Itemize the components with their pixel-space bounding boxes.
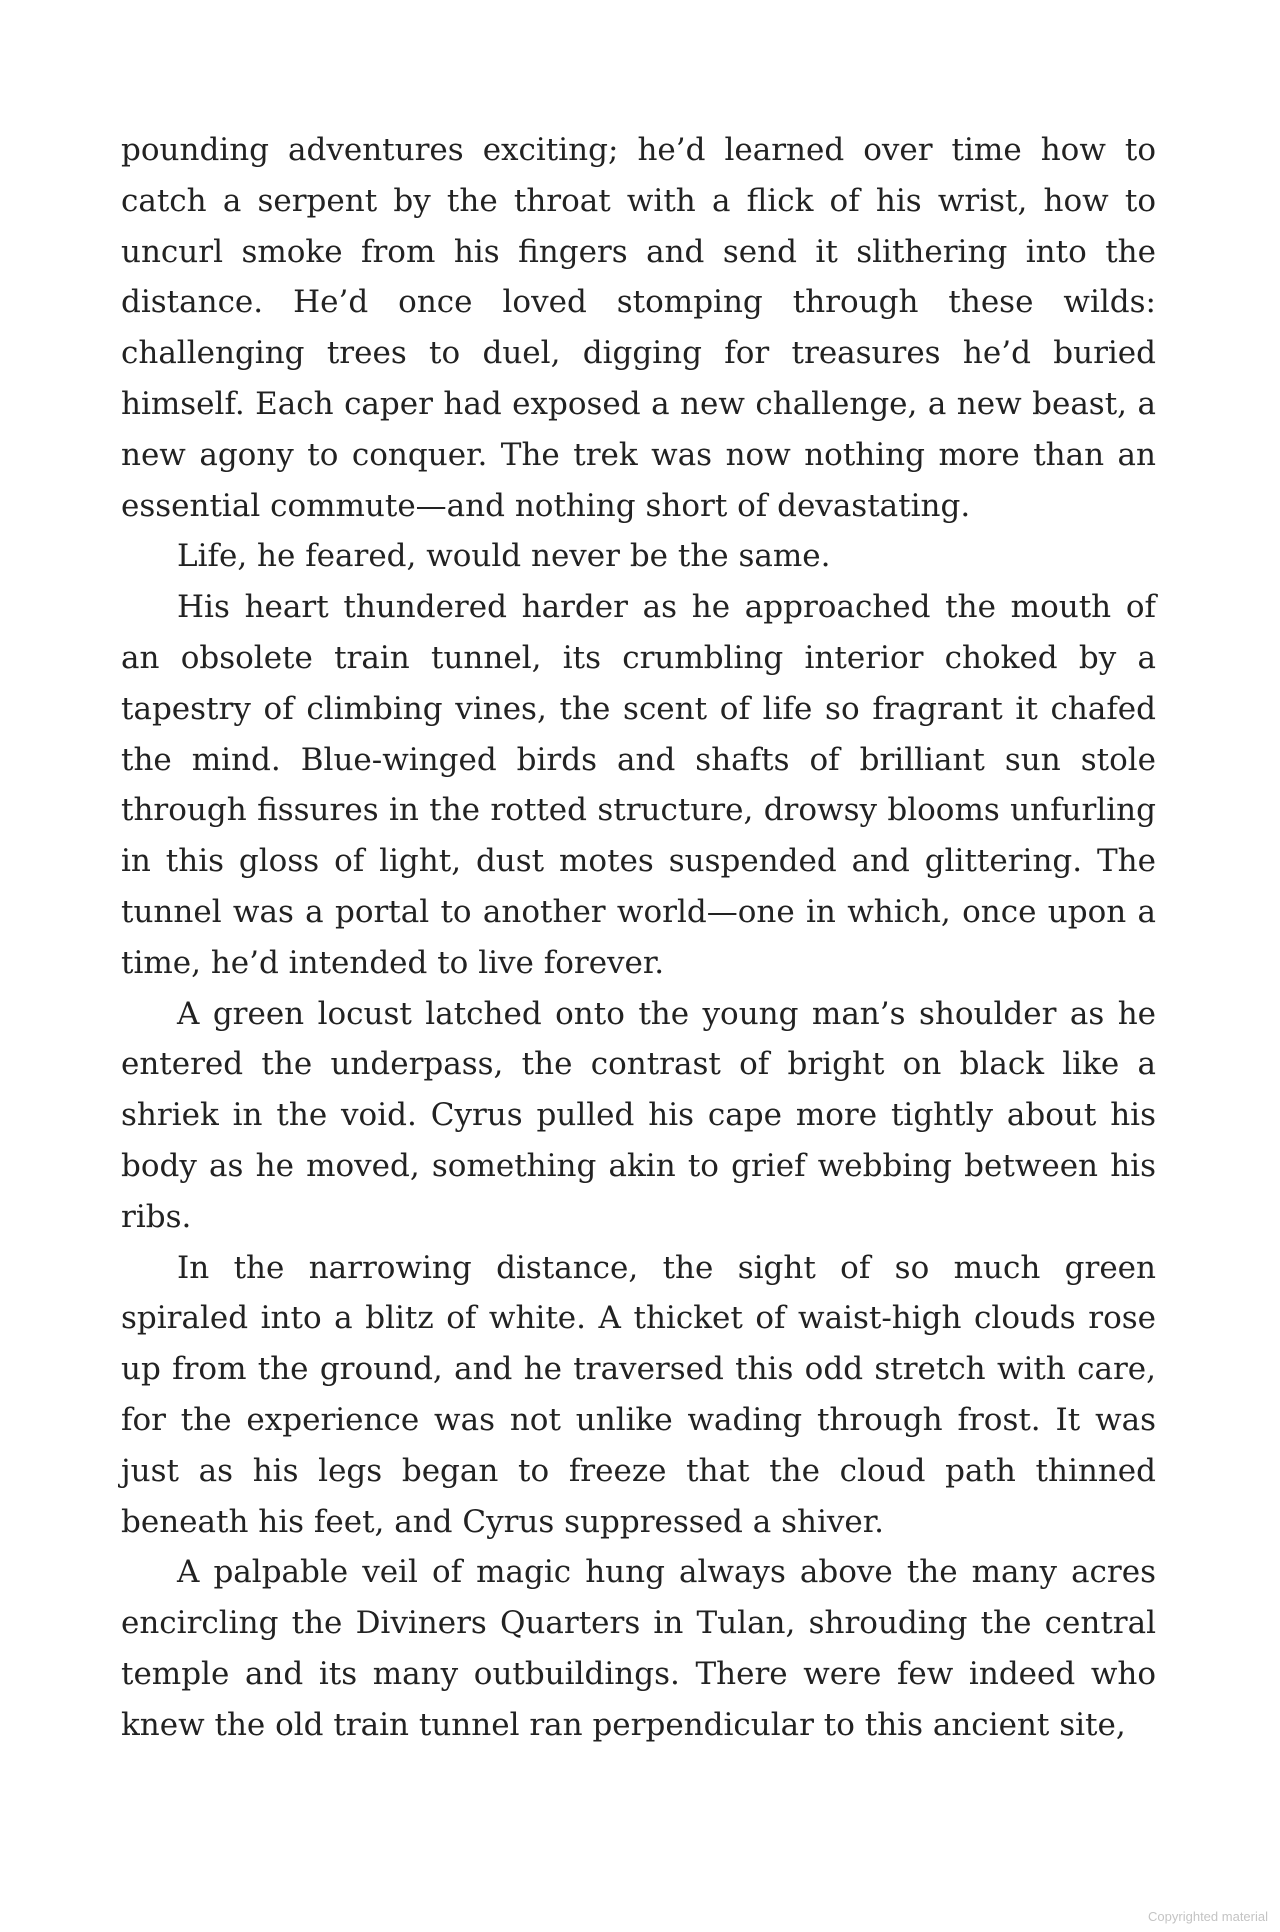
paragraph-6: A palpable veil of magic hung always above the many acres encircling the Diviners Quarters in Tulan, shrouding the central temple and its many outbuildings. There were few indeed who knew the old train tunnel ran perpendicular to this ancient site, [121, 1554, 1156, 1743]
paragraph-4: A green locust latched onto the young man’s shoulder as he entered the underpass, the contrast of bright on black like a shriek in the void. Cyrus pulled his cape more tightly about his body as he moved, something akin to grief webbing between his ribs. [121, 995, 1156, 1235]
copyright-watermark: Copyrighted material [1148, 1909, 1268, 1924]
paragraph-2: Life, he feared, would never be the same. [177, 538, 831, 575]
paragraph-5: In the narrowing distance, the sight of so much green spiraled into a blitz of white. A thicket of waist-high clouds rose up from the ground, and he traversed this odd stretch with care, for the experience was not unlike wading through frost. It was just as his legs began to freeze that the cloud path thinned beneath his feet, and Cyrus suppressed a shiver. [121, 1249, 1156, 1540]
paragraph-1: pounding adventures exciting; he’d learned over time how to catch a serpent by the throat with a flick of his wrist, how to uncurl smoke from his fingers and send it slithering into the distance. He’d once loved stomping through these wilds: challenging trees to duel, digging for treasures he’d buried himself. Each caper had exposed a new challenge, a new beast, a new agony to conquer. The trek was now nothing more than an essential commute—and nothing short of devastating. [121, 132, 1156, 524]
paragraph-3: His heart thundered harder as he approached the mouth of an obsolete train tunnel, its crumbling interior choked by a tapestry of climbing vines, the scent of life so fragrant it chafed the mind. Blue-winged birds and shafts of brilliant sun stole through fissures in the rotted structure, drowsy blooms unfurling in this gloss of light, dust motes suspended and glittering. The tunnel was a portal to another world—one in which, once upon a time, he’d intended to live forever. [121, 589, 1156, 981]
book-page-body [121, 125, 1156, 1751]
